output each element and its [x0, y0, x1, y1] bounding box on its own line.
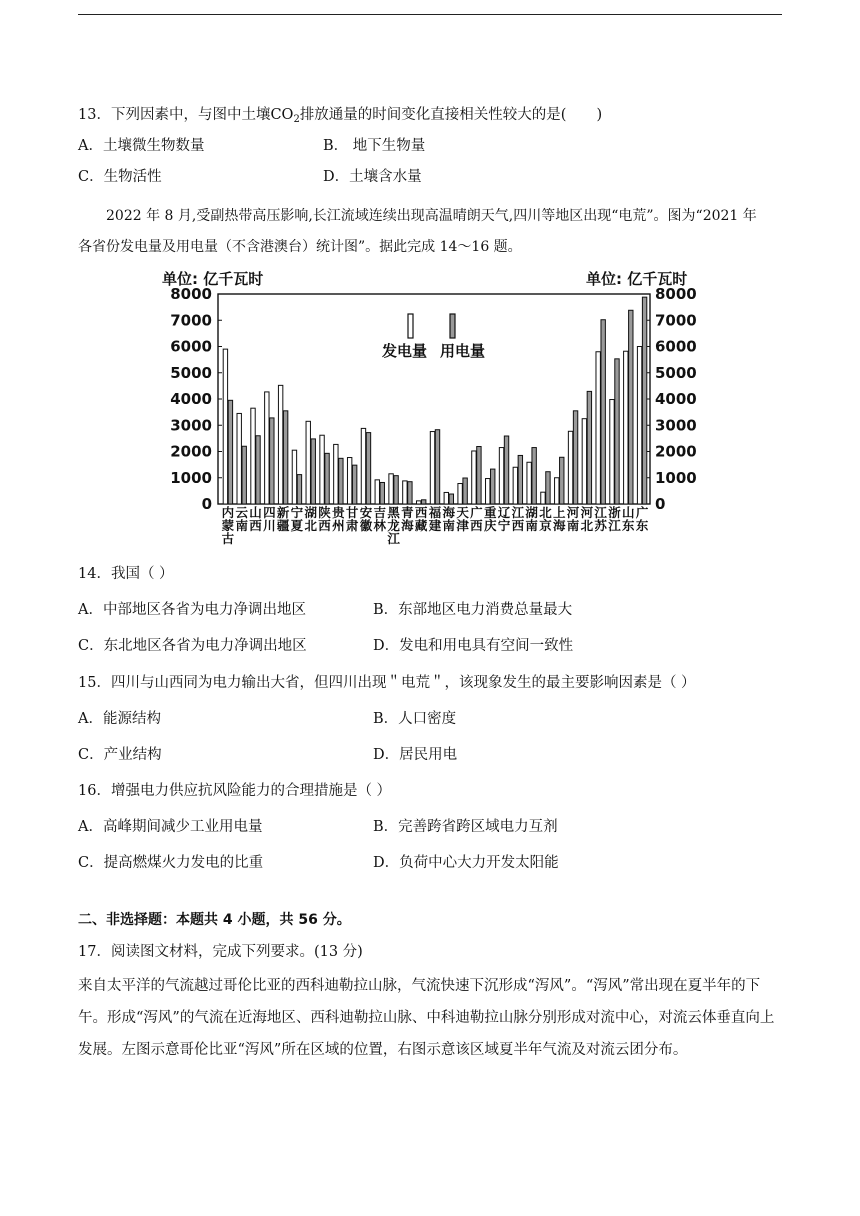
bar-generation — [596, 352, 600, 504]
intro-line-1: 2022 年 8 月,受副热带高压影响,长江流域连续出现高温晴朗天气,四川等地区出现“电荒”。图为“2021 年 — [106, 208, 757, 224]
y-tick-label-left: 3000 — [170, 416, 212, 435]
bar-generation — [320, 435, 324, 504]
x-tick-label: 河北 — [580, 505, 594, 533]
bar-consumption — [256, 436, 260, 504]
bar-consumption — [532, 448, 536, 504]
bar-generation — [568, 431, 572, 504]
q13-option-c: C．生物活性 — [78, 169, 162, 185]
x-tick-label: 江西 — [511, 505, 525, 533]
bar-consumption — [477, 447, 481, 504]
q16-stem: 16．增强电力供应抗风险能力的合理措施是（ ） — [78, 783, 392, 799]
bar-consumption — [242, 446, 246, 504]
bar-consumption — [449, 494, 453, 504]
x-tick-label: 新疆 — [276, 505, 290, 533]
y-tick-label-left: 1000 — [170, 468, 212, 487]
left-unit-label: 单位: 亿千瓦时 — [162, 270, 264, 288]
x-tick-label: 天津 — [456, 505, 469, 533]
x-tick-label: 重庆 — [483, 505, 497, 533]
bar-consumption — [408, 482, 412, 504]
q14-option-a: A．中部地区各省为电力净调出地区 — [78, 602, 306, 618]
y-tick-label-left: 5000 — [170, 363, 212, 382]
y-tick-label-right: 7000 — [655, 311, 697, 330]
section-2-title: 二、非选择题：本题共 4 小题，共 56 分。 — [78, 912, 351, 928]
q16-option-d: D．负荷中心大力开发太阳能 — [373, 855, 559, 871]
bar-generation — [389, 474, 393, 504]
bar-consumption — [366, 433, 370, 504]
y-tick-label-left: 8000 — [170, 285, 212, 303]
q13-option-a: A．土壤微生物数量 — [78, 138, 205, 154]
x-tick-label: 山西 — [249, 505, 262, 533]
bar-consumption — [601, 320, 605, 504]
x-tick-label: 广西 — [470, 505, 483, 533]
x-tick-label: 安徽 — [359, 505, 373, 533]
q16-option-b: B．完善跨省跨区域电力互剂 — [373, 819, 558, 835]
x-tick-label: 上海 — [553, 505, 566, 533]
bar-generation — [347, 458, 351, 504]
bar-consumption — [546, 472, 550, 504]
y-tick-label-left: 2000 — [170, 442, 212, 461]
header-rule — [78, 14, 782, 15]
x-tick-label: 宁夏 — [290, 505, 304, 533]
bar-generation — [541, 492, 545, 504]
bar-generation — [375, 480, 379, 504]
x-tick-label: 福建 — [428, 505, 442, 533]
bar-generation — [416, 501, 420, 504]
bar-consumption — [297, 475, 301, 504]
y-tick-label-right: 8000 — [655, 285, 697, 303]
intro-line-2: 各省份发电量及用电量（不含港澳台）统计图”。据此完成 14～16 题。 — [78, 239, 522, 255]
bar-generation — [610, 400, 614, 504]
q15-option-c: C．产业结构 — [78, 747, 162, 763]
q14-option-b: B．东部地区电力消费总量最大 — [373, 602, 573, 618]
legend-label-generation: 发电量 — [382, 342, 428, 360]
x-tick-label: 吉林 — [373, 505, 387, 533]
bar-generation — [292, 450, 296, 504]
q13-stem: 13．下列因素中，与图中土壤$CO_2$排放通量的时间变化直接相关性较大的是( ) — [78, 107, 603, 125]
bar-consumption — [629, 310, 633, 504]
x-tick-label: 云南 — [235, 505, 248, 533]
bar-generation — [278, 385, 282, 504]
x-tick-label: 贵州 — [332, 505, 345, 533]
bar-consumption — [228, 400, 232, 504]
y-tick-label-right: 2000 — [655, 442, 697, 461]
x-tick-label: 陕西 — [318, 505, 331, 533]
y-tick-label-right: 1000 — [655, 468, 697, 487]
bar-generation — [361, 428, 365, 504]
bar-generation — [582, 419, 586, 504]
x-tick-label: 甘肃 — [345, 505, 359, 533]
x-tick-label: 北京 — [539, 505, 552, 533]
q14-option-d: D．发电和用电具有空间一致性 — [373, 638, 574, 654]
q15-option-b: B．人口密度 — [373, 711, 457, 727]
bar-generation — [334, 444, 338, 504]
bar-generation — [306, 421, 310, 504]
bar-generation — [499, 448, 503, 504]
bar-consumption — [587, 391, 591, 504]
x-tick-label: 山东 — [622, 505, 635, 533]
x-tick-label: 湖北 — [304, 505, 317, 533]
q14-option-c: C．东北地区各省为电力净调出地区 — [78, 638, 307, 654]
x-tick-label: 河南 — [566, 505, 580, 533]
q17-stem: 17．阅读图文材料，完成下列要求。(13 分) — [78, 944, 363, 960]
x-tick-label: 广东 — [635, 505, 649, 533]
x-tick-label: 浙江 — [608, 505, 621, 533]
bar-generation — [458, 484, 462, 504]
x-tick-label: 四川 — [263, 505, 276, 533]
q15-stem: 15．四川与山西同为电力输出大省，但四川出现＂电荒＂，该现象发生的最主要影响因素是（ ） — [78, 675, 696, 691]
q14-stem: 14．我国（ ） — [78, 566, 174, 582]
y-tick-label-left: 4000 — [170, 390, 212, 408]
y-tick-label-right: 6000 — [655, 337, 697, 356]
bar-generation — [430, 432, 434, 504]
x-tick-label: 辽宁 — [497, 505, 511, 533]
q15-option-a: A．能源结构 — [78, 711, 161, 727]
q13-option-b: B． 地下生物量 — [323, 138, 426, 154]
q16-option-a: A．高峰期间减少工业用电量 — [78, 819, 263, 835]
y-tick-label-left: 6000 — [170, 337, 212, 356]
bar-consumption — [518, 455, 522, 504]
bar-generation — [637, 347, 641, 505]
y-tick-label-right: 5000 — [655, 363, 697, 382]
y-tick-label-right: 0 — [655, 495, 666, 513]
bar-generation — [513, 467, 517, 504]
x-tick-label: 江苏 — [594, 505, 607, 533]
q16-option-c: C．提高燃煤火力发电的比重 — [78, 855, 264, 871]
x-tick-label: 青海 — [401, 505, 414, 533]
y-tick-label-right: 4000 — [655, 390, 697, 408]
x-tick-label: 湖南 — [525, 505, 538, 533]
bar-generation — [527, 462, 531, 504]
bar-consumption — [421, 500, 425, 504]
bar-consumption — [311, 439, 315, 504]
generation-consumption-chart — [160, 264, 710, 546]
q17-material: 来自太平洋的气流越过哥伦比亚的西科迪勒拉山脉，气流快速下沉形成“泻风”。“泻风”常出现在夏半年的下午。形成“泻风”的气流在近海地区、西科迪勒拉山脉、中科迪勒拉山脉分别形成对流中心，对流云体垂直向上发展。左图示意哥伦比亚“泻风”所在区域的位置，右图示意该区域夏半年气流及对流云团分布。 — [78, 978, 775, 1058]
legend-swatch-generation — [408, 314, 413, 338]
bar-consumption — [283, 411, 287, 504]
bar-consumption — [463, 478, 467, 504]
bar-consumption — [270, 418, 274, 504]
bar-generation — [251, 408, 255, 504]
x-tick-label: 黑龙江 — [387, 505, 400, 546]
bar-generation — [444, 492, 448, 504]
y-tick-label-left: 0 — [201, 495, 212, 513]
q13-option-d: D．土壤含水量 — [323, 169, 422, 185]
bar-generation — [265, 392, 269, 504]
legend-label-consumption: 用电量 — [440, 342, 486, 360]
bar-generation — [223, 349, 227, 504]
bar-generation — [237, 413, 241, 504]
bar-consumption — [491, 469, 495, 504]
bar-consumption — [380, 482, 384, 504]
x-tick-label: 西藏 — [414, 505, 428, 533]
bar-consumption — [615, 359, 619, 504]
bar-generation — [403, 481, 407, 504]
q15-option-d: D．居民用电 — [373, 747, 458, 763]
bar-consumption — [560, 457, 564, 504]
bar-consumption — [339, 458, 343, 504]
bar-consumption — [504, 436, 508, 504]
legend-swatch-consumption — [450, 314, 455, 338]
x-tick-label: 海南 — [442, 505, 456, 533]
right-unit-label: 单位: 亿千瓦时 — [586, 270, 688, 288]
bar-consumption — [573, 411, 577, 504]
bar-generation — [624, 351, 628, 504]
bar-generation — [555, 478, 559, 504]
bar-generation — [486, 479, 490, 504]
bar-consumption — [352, 465, 356, 504]
x-tick-label: 内蒙古 — [221, 505, 235, 546]
bar-generation — [472, 451, 476, 504]
y-tick-label-left: 7000 — [170, 311, 212, 330]
bar-consumption — [325, 453, 329, 504]
y-tick-label-right: 3000 — [655, 416, 697, 435]
bar-consumption — [394, 476, 398, 504]
bar-consumption — [642, 297, 646, 504]
bar-consumption — [435, 430, 439, 504]
